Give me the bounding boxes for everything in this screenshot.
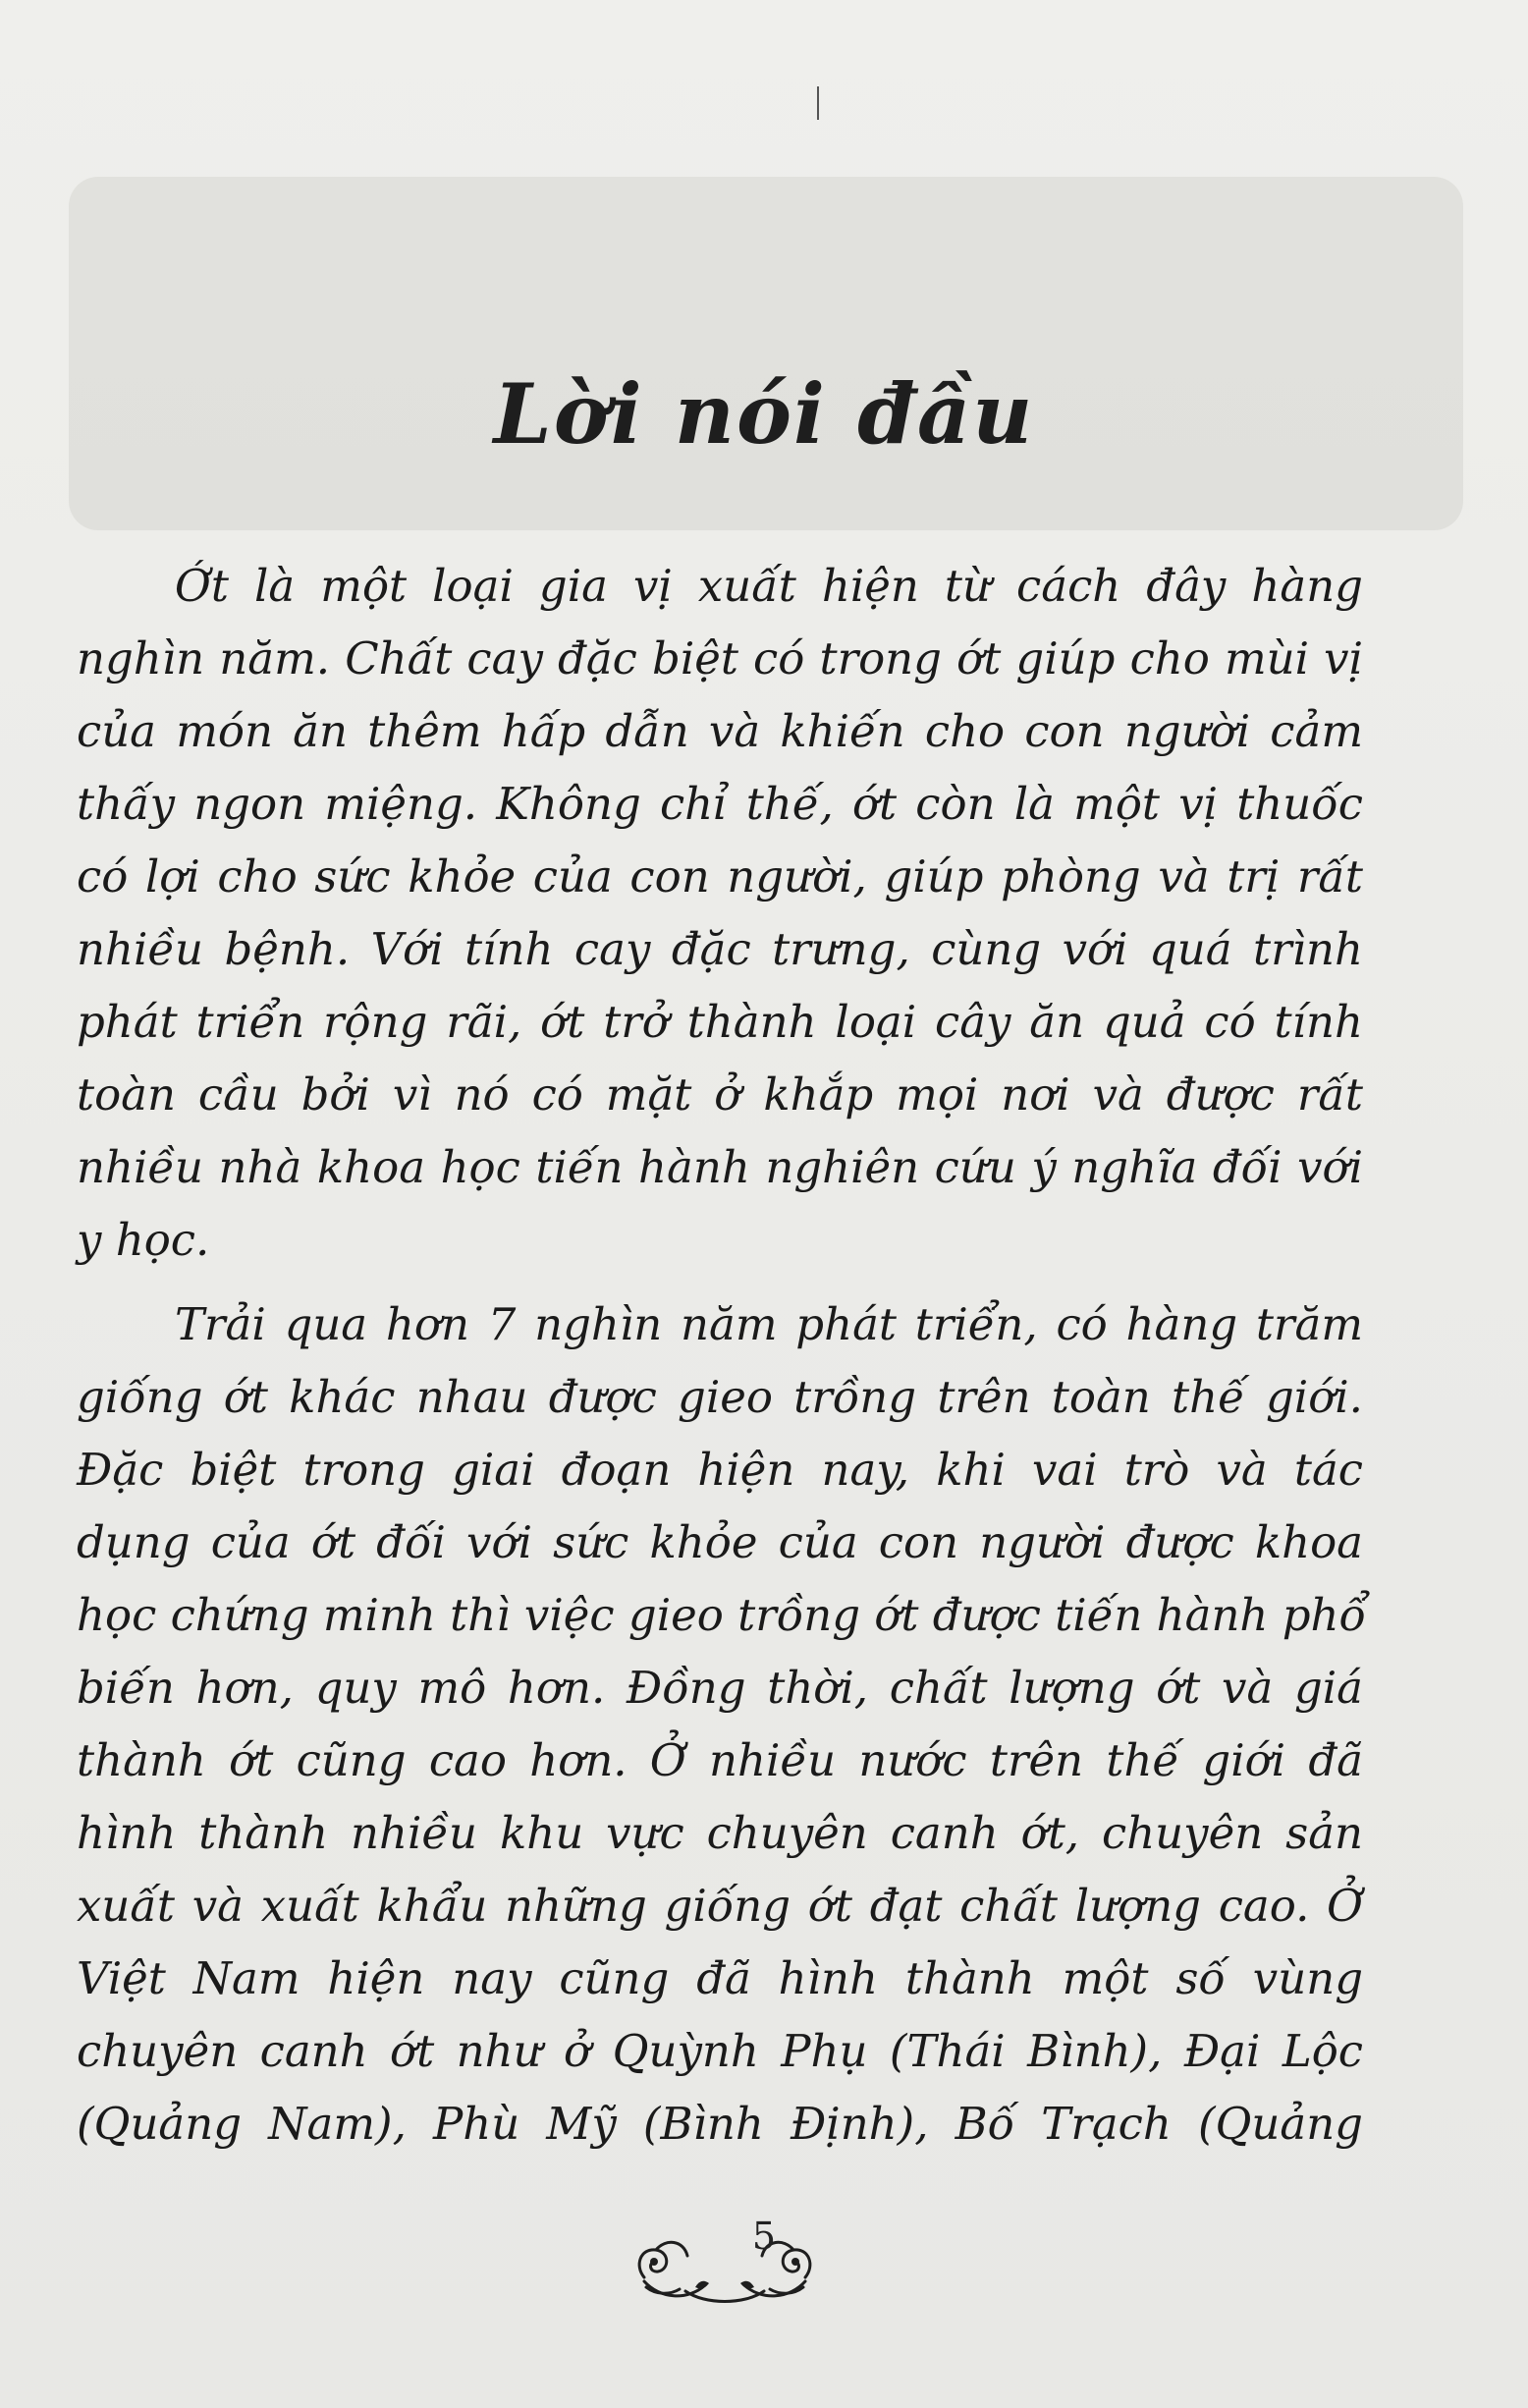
text-line: nhiều nhà khoa học tiến hành nghiên cứu ý nghĩa đối với <box>77 1141 1363 1193</box>
page-footer <box>0 2215 1528 2323</box>
page-title: Lời nói đầu <box>493 365 1035 463</box>
text-line: có lợi cho sức khỏe của con người, giúp phòng và trị rất <box>77 850 1363 903</box>
text-line: Đặc biệt trong giai đoạn hiện nay, khi vai trò và tác <box>77 1444 1363 1496</box>
text-line: nhiều bệnh. Với tính cay đặc trưng, cùng với quá trình <box>77 923 1363 975</box>
text-line: chuyên canh ớt như ở Quỳnh Phụ (Thái Bình), Đại Lộc <box>77 2025 1363 2077</box>
text-line: thành ớt cũng cao hơn. Ở nhiều nước trên thế giới đã <box>77 1734 1363 1786</box>
gutter-mark <box>817 86 819 120</box>
text-line: hình thành nhiều khu vực chuyên canh ớt, chuyên sản <box>77 1807 1363 1859</box>
paragraph-1 <box>77 550 1363 1277</box>
body-text <box>77 550 1367 2161</box>
text-line: xuất và xuất khẩu những giống ớt đạt chất lượng cao. Ở <box>77 1880 1363 1932</box>
text-line: phát triển rộng rãi, ớt trở thành loại cây ăn quả có tính <box>77 996 1363 1048</box>
text-line: Việt Nam hiện nay cũng đã hình thành một số vùng <box>77 1952 1363 2004</box>
text-line: (Quảng Nam), Phù Mỹ (Bình Định), Bố Trạch (Quảng <box>77 2098 1363 2150</box>
text-line: Trải qua hơn 7 nghìn năm phát triển, có hàng trăm <box>175 1298 1363 1350</box>
text-line: của món ăn thêm hấp dẫn và khiến cho con người cảm <box>77 705 1363 757</box>
text-line: biến hơn, quy mô hơn. Đồng thời, chất lượng ớt và giá <box>77 1662 1363 1714</box>
show-through-box <box>69 177 1463 530</box>
text-line: học chứng minh thì việc gieo trồng ớt được tiến hành phổ <box>77 1589 1367 1641</box>
text-line: dụng của ớt đối với sức khỏe của con người được khoa <box>77 1516 1363 1568</box>
text-line: Ớt là một loại gia vị xuất hiện từ cách đây hàng <box>175 560 1363 612</box>
text-line: thấy ngon miệng. Không chỉ thế, ớt còn là một vị thuốc <box>77 778 1363 830</box>
paragraph-2 <box>77 1288 1367 2161</box>
text-line: y học. <box>77 1214 210 1266</box>
page-number: 5 <box>751 2215 777 2258</box>
text-line: toàn cầu bởi vì nó có mặt ở khắp mọi nơi và được rất <box>77 1068 1363 1121</box>
text-line: giống ớt khác nhau được gieo trồng trên toàn thế giới. <box>77 1371 1363 1423</box>
text-line: nghìn năm. Chất cay đặc biệt có trong ớt giúp cho mùi vị <box>77 632 1363 684</box>
